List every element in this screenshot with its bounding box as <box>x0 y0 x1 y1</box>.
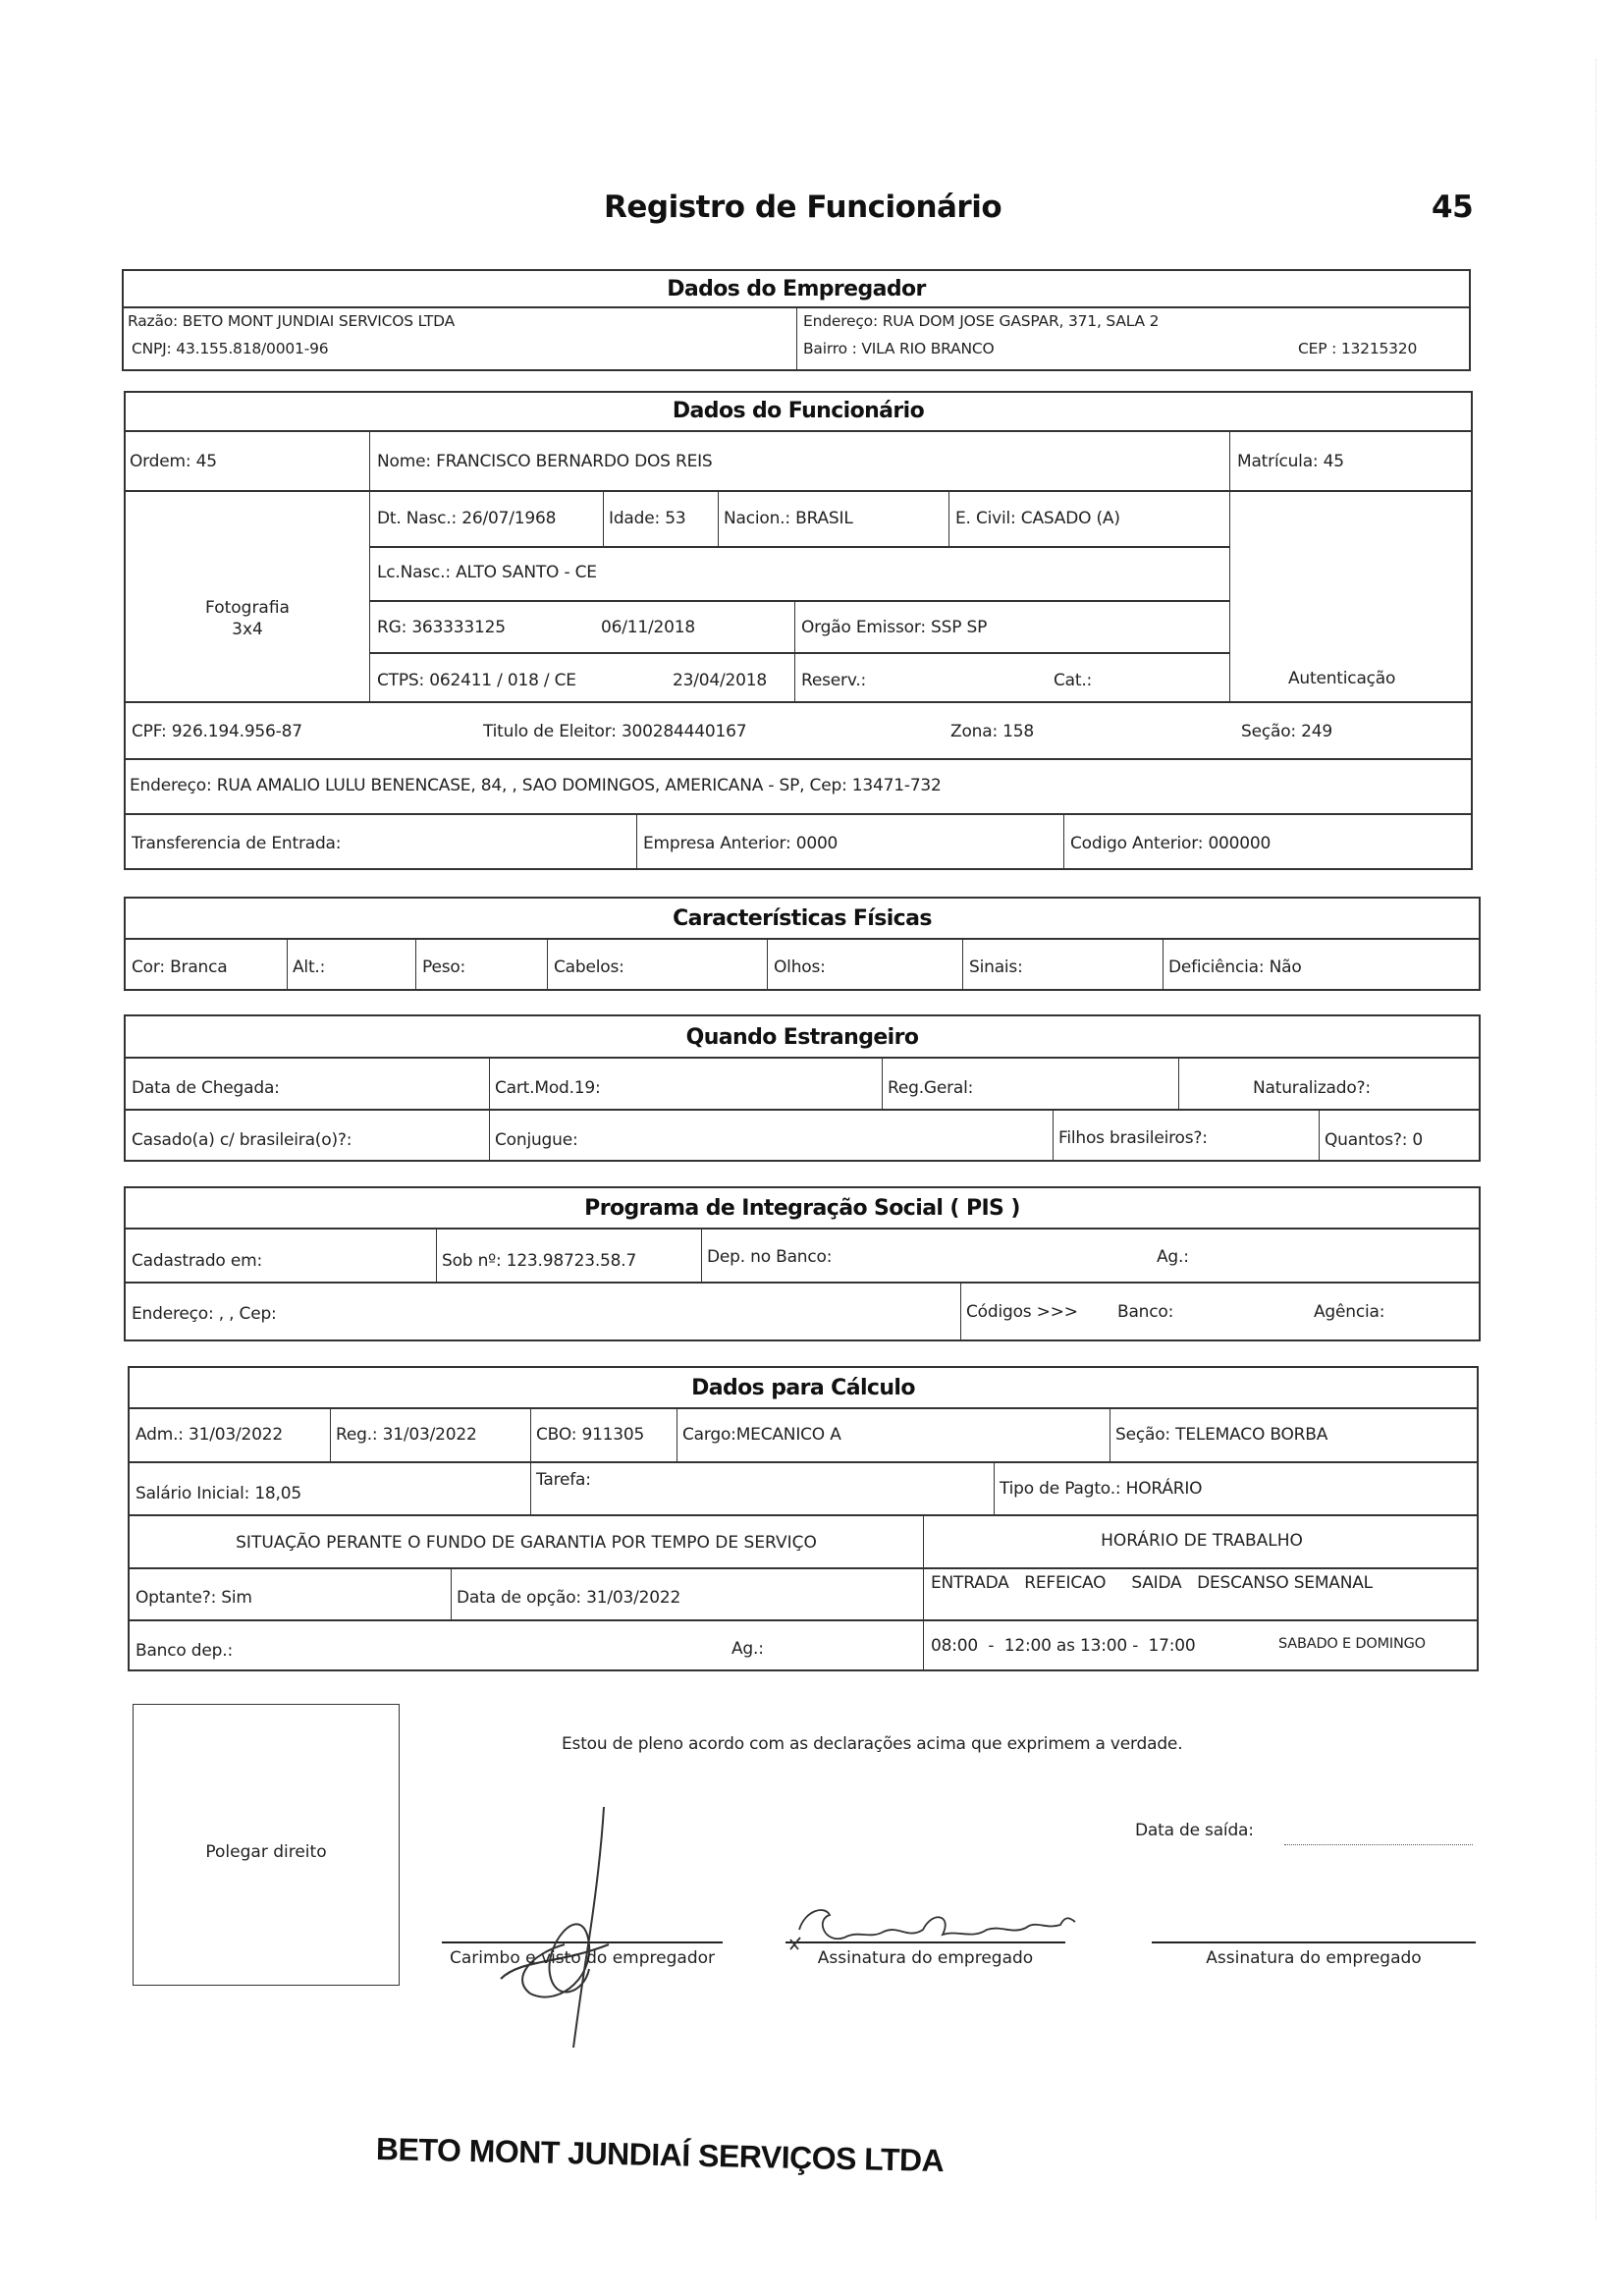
rg: RG: 363333125 <box>377 618 506 637</box>
tarefa: Tarefa: <box>536 1470 591 1490</box>
divider <box>1229 491 1230 701</box>
pis-section-title: Programa de Integração Social ( PIS ) <box>584 1196 1020 1221</box>
divider <box>369 431 370 701</box>
divider <box>126 938 1479 940</box>
tipo-pagamento: Tipo de Pagto.: HORÁRIO <box>1000 1479 1203 1499</box>
matricula: Matrícula: 45 <box>1237 452 1344 471</box>
peso: Peso: <box>422 957 466 977</box>
divider <box>547 939 548 989</box>
pis-address: Endereço: , , Cep: <box>132 1304 277 1324</box>
divider <box>130 1619 1477 1621</box>
cart-mod-19: Cart.Mod.19: <box>495 1078 601 1098</box>
divider <box>130 1461 1477 1463</box>
divider <box>369 546 1229 548</box>
horario-values: 08:00 - 12:00 as 13:00 - 17:00 <box>931 1636 1196 1656</box>
divider <box>126 1109 1479 1111</box>
empresa-anterior: Empresa Anterior: 0000 <box>643 834 839 853</box>
cadastrado-em: Cadastrado em: <box>132 1251 262 1271</box>
cbo: CBO: 911305 <box>536 1425 645 1445</box>
codigos: Códigos >>> <box>966 1302 1078 1322</box>
employer-signature-label: Carimbo e visto do empregador <box>450 1948 715 1968</box>
fgts-agencia: Ag.: <box>731 1639 764 1659</box>
foreign-section <box>124 1014 1481 1162</box>
razao-social: Razão: BETO MONT JUNDIAI SERVICOS LTDA <box>128 312 456 330</box>
divider <box>287 939 288 989</box>
divider <box>962 939 963 989</box>
divider <box>436 1229 437 1282</box>
horario-title: HORÁRIO DE TRABALHO <box>1101 1531 1303 1551</box>
divider <box>369 652 1229 654</box>
physical-section <box>124 897 1481 991</box>
divider <box>126 1057 1479 1059</box>
descanso-semanal: SABADO E DOMINGO <box>1278 1636 1426 1652</box>
data-saida-label: Data de saída: <box>1135 1821 1254 1840</box>
birth-date: Dt. Nasc.: 26/07/1968 <box>377 509 557 528</box>
nationality: Nacion.: BRASIL <box>724 509 853 528</box>
photo-label: Fotografia <box>205 598 290 618</box>
rg-date: 06/11/2018 <box>601 618 695 637</box>
pis-agencia: Ag.: <box>1157 1247 1189 1267</box>
marital-status: E. Civil: CASADO (A) <box>955 509 1120 528</box>
reg-geral: Reg.Geral: <box>888 1078 974 1098</box>
divider <box>767 939 768 989</box>
company-stamp: BETO MONT JUNDIAÍ SERVIÇOS LTDA <box>375 2131 945 2179</box>
sinais: Sinais: <box>969 957 1023 977</box>
employer-section-title: Dados do Empregador <box>667 277 926 301</box>
horario-columns: ENTRADA REFEICAO SAIDA DESCANSO SEMANAL <box>931 1573 1373 1593</box>
divider <box>882 1058 883 1109</box>
photo-size: 3x4 <box>232 620 263 639</box>
codigo-agencia: Agência: <box>1314 1302 1385 1322</box>
declaration-text: Estou de pleno acordo com as declarações acima que exprimem a verdade. <box>562 1734 1183 1754</box>
naturalizado: Naturalizado?: <box>1253 1078 1371 1098</box>
casado-brasileira: Casado(a) c/ brasileira(o)?: <box>132 1130 352 1150</box>
employee-section <box>124 391 1473 870</box>
divider <box>1163 939 1164 989</box>
dep-banco: Dep. no Banco: <box>707 1247 833 1267</box>
voter-id: Titulo de Eleitor: 300284440167 <box>483 722 747 741</box>
employee-signature-label-1: Assinatura do empregado <box>817 1948 1034 1968</box>
filhos-brasileiros: Filhos brasileiros?: <box>1058 1128 1208 1148</box>
pis-number: Sob nº: 123.98723.58.7 <box>442 1251 637 1271</box>
ctps: CTPS: 062411 / 018 / CE <box>377 671 576 690</box>
divider <box>1178 1058 1179 1109</box>
codigo-anterior: Codigo Anterior: 000000 <box>1070 834 1272 853</box>
quantos: Quantos?: 0 <box>1325 1130 1424 1150</box>
divider <box>126 490 1471 492</box>
fgts-title: SITUAÇÃO PERANTE O FUNDO DE GARANTIA POR TEMPO DE SERVIÇO <box>236 1533 817 1553</box>
calc-section-title: Dados para Cálculo <box>691 1376 915 1400</box>
divider <box>794 601 795 701</box>
data-saida-field[interactable] <box>1284 1844 1473 1845</box>
cabelos: Cabelos: <box>554 957 624 977</box>
optante: Optante?: Sim <box>135 1588 252 1608</box>
divider <box>451 1568 452 1619</box>
zona: Zona: 158 <box>950 722 1035 741</box>
cargo: Cargo:MECANICO A <box>682 1425 841 1445</box>
registro-date: Reg.: 31/03/2022 <box>336 1425 477 1445</box>
banco-deposito: Banco dep.: <box>135 1641 233 1661</box>
employer-address: Endereço: RUA DOM JOSE GASPAR, 371, SALA 2 <box>803 312 1160 330</box>
divider <box>960 1283 961 1339</box>
page-title: Registro de Funcionário <box>604 190 1002 225</box>
secao: Seção: 249 <box>1241 722 1332 741</box>
pis-section <box>124 1186 1481 1341</box>
foreign-section-title: Quando Estrangeiro <box>685 1025 919 1050</box>
olhos: Olhos: <box>774 957 826 977</box>
divider <box>530 1408 531 1461</box>
reservista: Reserv.: <box>801 671 867 690</box>
divider <box>130 1407 1477 1409</box>
salario-inicial: Salário Inicial: 18,05 <box>135 1484 301 1503</box>
employee-section-title: Dados do Funcionário <box>672 399 925 423</box>
conjugue: Conjugue: <box>495 1130 578 1150</box>
divider <box>701 1229 702 1282</box>
transferencia: Transferencia de Entrada: <box>132 834 342 853</box>
calc-secao: Seção: TELEMACO BORBA <box>1115 1425 1328 1445</box>
divider <box>1063 814 1064 868</box>
divider <box>126 1228 1479 1230</box>
altura: Alt.: <box>293 957 326 977</box>
employer-cep: CEP : 13215320 <box>1298 340 1418 357</box>
divider <box>603 491 604 546</box>
employer-bairro: Bairro : VILA RIO BRANCO <box>803 340 995 357</box>
employee-signature-label-2: Assinatura do empregado <box>1206 1948 1422 1968</box>
employee-name: Nome: FRANCISCO BERNARDO DOS REIS <box>377 452 713 471</box>
divider <box>126 758 1471 760</box>
deficiencia: Deficiência: Não <box>1168 957 1302 977</box>
divider <box>126 813 1471 815</box>
age: Idade: 53 <box>609 509 686 528</box>
divider <box>369 600 1229 602</box>
scan-edge <box>1596 59 1597 2219</box>
divider <box>126 1282 1479 1284</box>
ordem: Ordem: 45 <box>130 452 217 471</box>
orgao-emissor: Orgão Emissor: SSP SP <box>801 618 988 637</box>
codigo-banco: Banco: <box>1117 1302 1174 1322</box>
divider <box>126 701 1471 703</box>
ctps-date: 23/04/2018 <box>673 671 767 690</box>
divider <box>636 814 637 868</box>
cpf: CPF: 926.194.956-87 <box>132 722 302 741</box>
thumbprint-box <box>133 1704 400 1986</box>
cor: Cor: Branca <box>132 957 228 977</box>
divider <box>130 1567 1477 1569</box>
divider <box>994 1462 995 1514</box>
physical-section-title: Características Físicas <box>673 906 932 931</box>
divider <box>126 430 1471 432</box>
divider <box>330 1408 331 1461</box>
autenticacao-label: Autenticação <box>1288 669 1396 688</box>
data-opcao: Data de opção: 31/03/2022 <box>457 1588 681 1608</box>
employee-address: Endereço: RUA AMALIO LULU BENENCASE, 84, , SAO DOMINGOS, AMERICANA - SP, Cep: 13471-732 <box>130 776 942 795</box>
divider <box>130 1514 1477 1516</box>
birth-place: Lc.Nasc.: ALTO SANTO - CE <box>377 563 597 582</box>
page-number: 45 <box>1432 190 1474 225</box>
divider <box>948 491 949 546</box>
photo-placeholder <box>126 597 369 640</box>
divider <box>1053 1110 1054 1160</box>
categoria: Cat.: <box>1054 671 1093 690</box>
divider <box>530 1462 531 1514</box>
calc-section <box>128 1366 1479 1671</box>
admissao-date: Adm.: 31/03/2022 <box>135 1425 283 1445</box>
thumb-label: Polegar direito <box>205 1842 327 1862</box>
employee-signature-line-2 <box>1152 1941 1476 1943</box>
cnpj: CNPJ: 43.155.818/0001-96 <box>132 340 329 357</box>
divider <box>415 939 416 989</box>
employer-section <box>122 269 1471 371</box>
employer-signature-icon <box>491 1797 619 2052</box>
divider <box>796 307 797 369</box>
divider <box>1229 431 1230 490</box>
divider <box>718 491 719 546</box>
data-chegada: Data de Chegada: <box>132 1078 280 1098</box>
divider <box>1319 1110 1320 1160</box>
